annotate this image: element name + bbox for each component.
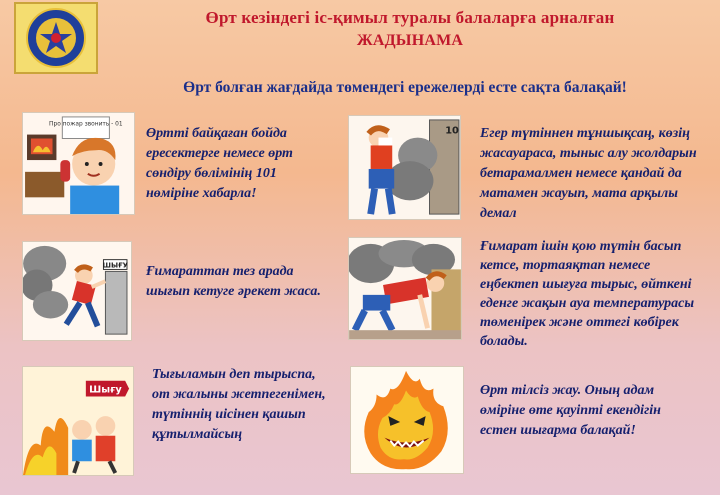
boy-covering-face-illustration bbox=[348, 115, 461, 220]
rule-text-5: Ғимарат ішін қою түтін басып кетсе, тортаяқтап немесе еңбектеп шығуға тырыс, өйткені еденге жақын ауа температурасы төменірек және оттегі көбірек болады. bbox=[480, 239, 695, 349]
rule-text-3: Тығыламын деп тырыспа, от жалыны жетпегенімен, түтіннің иісінен қашып құтылмайсың bbox=[152, 367, 326, 442]
phone-sign-text: Про пожар звонить - 01 bbox=[49, 121, 123, 128]
child-on-phone-illustration bbox=[22, 112, 135, 215]
emblem-icon bbox=[21, 6, 91, 70]
children-escaping-fire-illustration bbox=[22, 366, 134, 476]
page-title: Өрт кезіндегі іс-қимыл туралы балаларға арналған bbox=[205, 8, 615, 27]
angry-flame-illustration bbox=[350, 366, 464, 474]
emergency-service-emblem bbox=[14, 2, 98, 74]
rule-text-6: Өрт тілсіз жау. Оның адам өміріне өте қауіпті екендігін естен шығарма балақай! bbox=[480, 383, 661, 438]
rule-text-2: Ғимараттан тез арада шығып кетуге әрекет жаса. bbox=[146, 264, 321, 299]
rule-text-1: Өртті байқаған бойда ересектерге немесе өрт сөндіру бөлімінің 101 нөміріне хабарла! bbox=[146, 126, 293, 201]
rule-text-4: Егер түтіннен тұншықсаң, көзің жасауараса, тыныс алу жолдарын бетарамалмен немесе қандай да матамен жауып, мата арқылы демал bbox=[480, 126, 697, 221]
exit-arrow-sign-text: Шығу bbox=[89, 384, 122, 396]
page-title-memo: ЖАДЫНАМА bbox=[356, 32, 464, 49]
boy-crawling-illustration bbox=[348, 237, 462, 340]
child-running-to-exit-illustration bbox=[22, 241, 132, 341]
page-subtitle: Өрт болған жағдайда төмендегі ережелерді есте сақта балақай! bbox=[183, 79, 627, 96]
exit-sign-text: ШЫҒУ bbox=[102, 261, 128, 270]
door-number-text: 10 bbox=[445, 125, 459, 137]
